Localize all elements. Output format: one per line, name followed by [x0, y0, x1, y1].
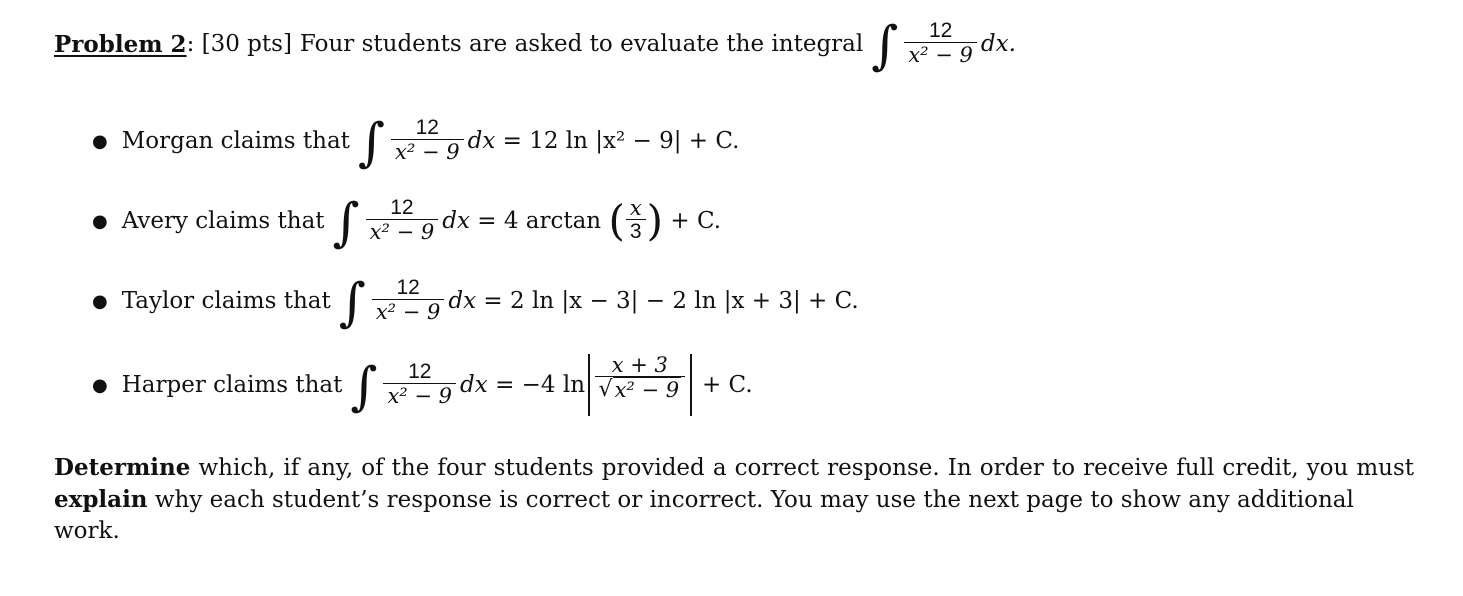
fraction-numerator: 12 — [415, 116, 439, 140]
instructions-paragraph — [54, 452, 1414, 547]
bullet: ● — [92, 374, 108, 396]
claim-result-post: + C. — [701, 372, 753, 398]
abs-bar-left — [588, 354, 590, 416]
right-paren: ) — [646, 196, 664, 245]
problem-header — [54, 14, 1016, 74]
log-fraction — [595, 354, 686, 416]
claim-taylor — [92, 270, 859, 332]
instructions-line-2 — [54, 484, 1414, 547]
dx: dx — [467, 128, 496, 154]
instructions-line-1 — [54, 452, 1414, 484]
bullet: ● — [92, 210, 108, 232]
claim-lead: Taylor claims that — [121, 288, 331, 314]
absolute-value — [585, 354, 695, 416]
integrand-fraction — [904, 20, 977, 67]
integrand-numerator: 12 — [928, 19, 953, 43]
fraction-numerator: 12 — [390, 196, 414, 220]
problem-statement: Four students are asked to evaluate the integral — [299, 31, 864, 57]
fraction-denominator: x² − 9 — [372, 299, 445, 324]
sqrt — [599, 377, 682, 402]
claim-harper — [92, 352, 753, 418]
problem-points: [30 pts] — [201, 31, 292, 57]
fraction-denominator: x² − 9 — [383, 383, 456, 408]
sqrt-radicand: x² − 9 — [614, 378, 680, 403]
dx-end: dx. — [980, 31, 1016, 57]
integral-sign: ∫ — [871, 16, 899, 76]
integral-sign: ∫ — [350, 357, 378, 417]
claim-result-pre: = 4 arctan — [477, 208, 602, 234]
bullet: ● — [92, 290, 108, 312]
sqrt-icon: √ — [598, 377, 613, 403]
bullet: ● — [92, 130, 108, 152]
claim-fraction — [372, 277, 445, 324]
dx: dx — [442, 208, 470, 234]
fraction-denominator: x² − 9 — [366, 219, 439, 244]
arctan-denominator: 3 — [626, 219, 646, 244]
claim-result-post: + C. — [670, 208, 722, 234]
integral-sign: ∫ — [338, 273, 366, 333]
claim-result-pre: = −4 ln — [495, 372, 586, 398]
fraction-denominator: x² − 9 — [391, 139, 464, 164]
dx: dx — [448, 288, 477, 314]
integral-sign: ∫ — [357, 113, 386, 173]
arctan-fraction — [626, 197, 646, 244]
colon: : — [186, 31, 202, 57]
claim-lead: Harper claims that — [121, 372, 343, 398]
arctan-numerator: x — [629, 196, 642, 221]
integrand-denominator: x² − 9 — [904, 42, 977, 67]
fraction-numerator: 12 — [396, 276, 420, 300]
claim-lead: Morgan claims that — [121, 128, 350, 154]
log-denominator — [595, 376, 686, 402]
claim-morgan — [92, 110, 739, 172]
explain-word: explain — [54, 486, 148, 513]
claim-fraction — [383, 361, 456, 408]
claim-lead: Avery claims that — [121, 208, 325, 234]
instructions-text-2: why each student’s response is correct or incorrect. You may use the next page to show any additional work. — [54, 487, 1354, 544]
instructions-text-1: which, if any, of the four students provided a correct response. In order to receive full credit, you must — [198, 455, 1415, 481]
left-paren: ( — [608, 196, 625, 245]
log-numerator: x + 3 — [611, 353, 668, 377]
claim-fraction — [391, 117, 464, 164]
determine-word: Determine — [54, 454, 191, 481]
integral-sign: ∫ — [332, 193, 360, 253]
claim-fraction — [366, 197, 439, 244]
abs-bar-right — [690, 354, 692, 416]
problem-label: Problem 2 — [54, 30, 187, 58]
claim-avery — [92, 190, 721, 252]
claim-result: = 12 ln |x² − 9| + C. — [502, 128, 740, 154]
claim-result: = 2 ln |x − 3| − 2 ln |x + 3| + C. — [483, 288, 859, 314]
dx: dx — [460, 372, 488, 398]
fraction-numerator: 12 — [408, 360, 432, 384]
